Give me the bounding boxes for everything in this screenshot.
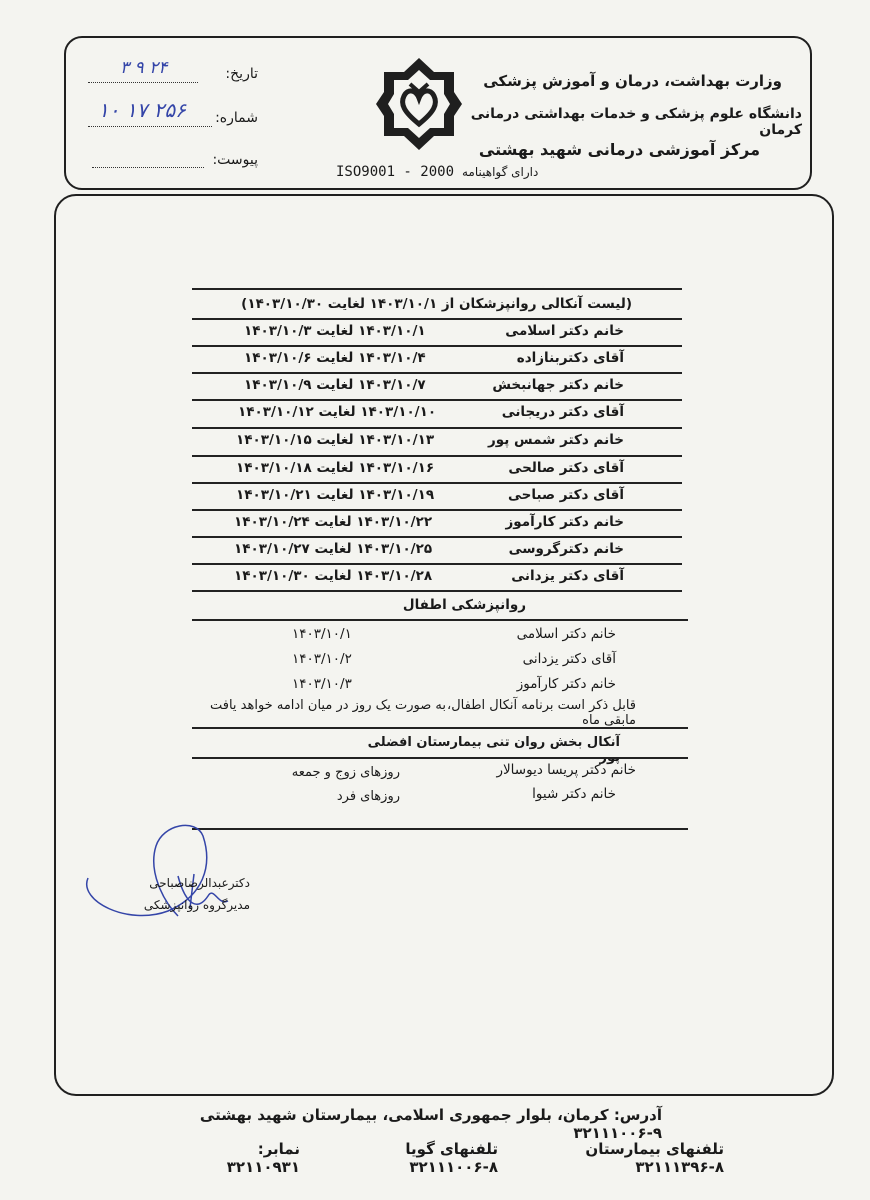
doctor-name: آقای دکتر صالحی: [508, 460, 624, 476]
psychosomatic-title: آنکال بخش روان تنی بیمارستان افضلی پور: [367, 735, 620, 765]
center-name: مرکز آموزشی درمانی شهید بهشتی: [478, 140, 760, 159]
table-top-rule: [192, 288, 682, 290]
psychosomatic-title-rule: [192, 757, 688, 759]
table-bottom-rule: [192, 828, 688, 830]
date-handwritten: ۳ ۹ ۲۴: [120, 58, 168, 78]
pediatric-doctor-name: خانم دکتر اسلامی: [516, 626, 616, 642]
doctor-name: آقای دکتر صباحی: [507, 487, 624, 503]
doctor-name: خانم دکتر اسلامی: [505, 323, 624, 339]
number-label: شماره:: [215, 110, 258, 126]
doctor-name: آقای دکتر دریجانی: [501, 404, 624, 420]
on-call-period: ۱۴۰۳/۱۰/۴ لغایت ۱۴۰۳/۱۰/۶: [244, 350, 426, 366]
on-call-period: ۱۴۰۳/۱۰/۲۲ لغایت ۱۴۰۳/۱۰/۲۴: [234, 514, 433, 530]
footer-address: آدرس: کرمان، بلوار جمهوری اسلامی، بیمارستان شهید بهشتی ۹-۳۲۱۱۱۰۰۶: [199, 1106, 662, 1142]
attachment-dotted-line: [92, 167, 204, 168]
table-row: [192, 563, 682, 592]
date-label: تاریخ:: [225, 66, 258, 82]
doctor-name: خانم دکتر جهانبخش: [492, 377, 624, 393]
pediatric-doctor-name: خانم دکتر کارآموز: [516, 676, 616, 692]
pediatric-note-part1: قابل ذکر است برنامه آنکال اطفال، مابقی ماه: [447, 698, 636, 728]
footer-goya-phones: تلفنهای گویا ۸-۳۲۱۱۱۰۰۶: [405, 1140, 498, 1176]
psychosomatic-top-rule: [192, 727, 688, 729]
doctor-name: خانم دکتر کارآموز: [505, 514, 624, 530]
table-row: [192, 455, 682, 484]
doctor-name: خانم دکترگروسی: [508, 541, 624, 557]
table-row: [192, 482, 682, 511]
iso-code: ISO9001 - 2000: [336, 164, 455, 180]
table-row: [192, 318, 682, 347]
psychosomatic-doctor-name: خانم دکتر شیوا: [532, 786, 616, 802]
pediatric-date: ۱۴۰۳/۱۰/۲: [292, 651, 352, 667]
doctor-name: آقای دکتربنازاده: [516, 350, 624, 366]
iso-label: دارای گواهینامه: [462, 165, 539, 179]
table-row: [192, 345, 682, 374]
psychosomatic-doctor-name: خانم دکتر پریسا دیوسالار: [496, 762, 636, 778]
signatory-name: دکترعبدالرضاصباحی: [149, 876, 250, 890]
pediatric-doctor-name: آقای دکتر یزدانی: [522, 651, 616, 667]
on-call-period: ۱۴۰۳/۱۰/۱۰ لغایت ۱۴۰۳/۱۰/۱۲: [238, 404, 437, 420]
on-call-period: ۱۴۰۳/۱۰/۲۸ لغایت ۱۴۰۳/۱۰/۳۰: [234, 568, 433, 584]
psychosomatic-days: روزهای فرد: [336, 789, 400, 804]
table-row: [192, 536, 682, 565]
pediatric-date: ۱۴۰۳/۱۰/۳: [292, 676, 352, 692]
doctor-name: آقای دکتر یزدانی: [511, 568, 624, 584]
date-dotted-line: [88, 82, 198, 83]
on-call-period: ۱۴۰۳/۱۰/۱۳ لغایت ۱۴۰۳/۱۰/۱۵: [236, 432, 435, 448]
footer-hospital-phones: تلفنهای بیمارستان ۸-۳۲۱۱۱۳۹۶: [585, 1140, 724, 1176]
table-row: [192, 372, 682, 401]
number-handwritten: ۱۰ ۱۷ ۲۵۶: [98, 98, 186, 122]
on-call-period: ۱۴۰۳/۱۰/۷ لغایت ۱۴۰۳/۱۰/۹: [244, 377, 426, 393]
doctor-name: خانم دکتر شمس پور: [488, 432, 624, 448]
attachment-label: پیوست:: [212, 152, 258, 168]
number-dotted-line: [88, 126, 212, 127]
table-row: [192, 509, 682, 538]
on-call-table: [192, 318, 682, 590]
university-name: دانشگاه علوم پزشکی و خدمات بهداشتی درمانی کرمان: [470, 106, 802, 138]
pediatric-date: ۱۴۰۳/۱۰/۱: [292, 626, 352, 642]
on-call-period: ۱۴۰۳/۱۰/۱۶ لغایت ۱۴۰۳/۱۰/۱۸: [236, 460, 435, 476]
university-logo-icon: [374, 54, 464, 154]
ministry-name: وزارت بهداشت، درمان و آموزش پزشکی: [483, 72, 782, 90]
on-call-period: ۱۴۰۳/۱۰/۲۵ لغایت ۱۴۰۳/۱۰/۲۷: [234, 541, 433, 557]
pediatric-note-part2: به صورت یک روز در میان ادامه خواهد یافت: [209, 698, 446, 713]
on-call-title: (لیست آنکالی روانپزشکان از ۱۴۰۳/۱۰/۱ لغایت ۱۴۰۳/۱۰/۳۰): [241, 296, 632, 312]
on-call-period: ۱۴۰۳/۱۰/۱ لغایت ۱۴۰۳/۱۰/۳: [244, 323, 426, 339]
signatory-role: مدیرگروه روانپزشکی: [143, 898, 250, 912]
on-call-period: ۱۴۰۳/۱۰/۱۹ لغایت ۱۴۰۳/۱۰/۲۱: [236, 487, 435, 503]
table-row: [192, 399, 682, 429]
table-row: [192, 427, 682, 457]
pediatric-title-rule: [192, 619, 688, 621]
pediatric-title: روانپزشکی اطفال: [402, 597, 526, 613]
footer-fax: نمابر: ۳۲۱۱۰۹۳۱: [226, 1140, 300, 1176]
psychosomatic-days: روزهای زوج و جمعه: [291, 765, 400, 780]
